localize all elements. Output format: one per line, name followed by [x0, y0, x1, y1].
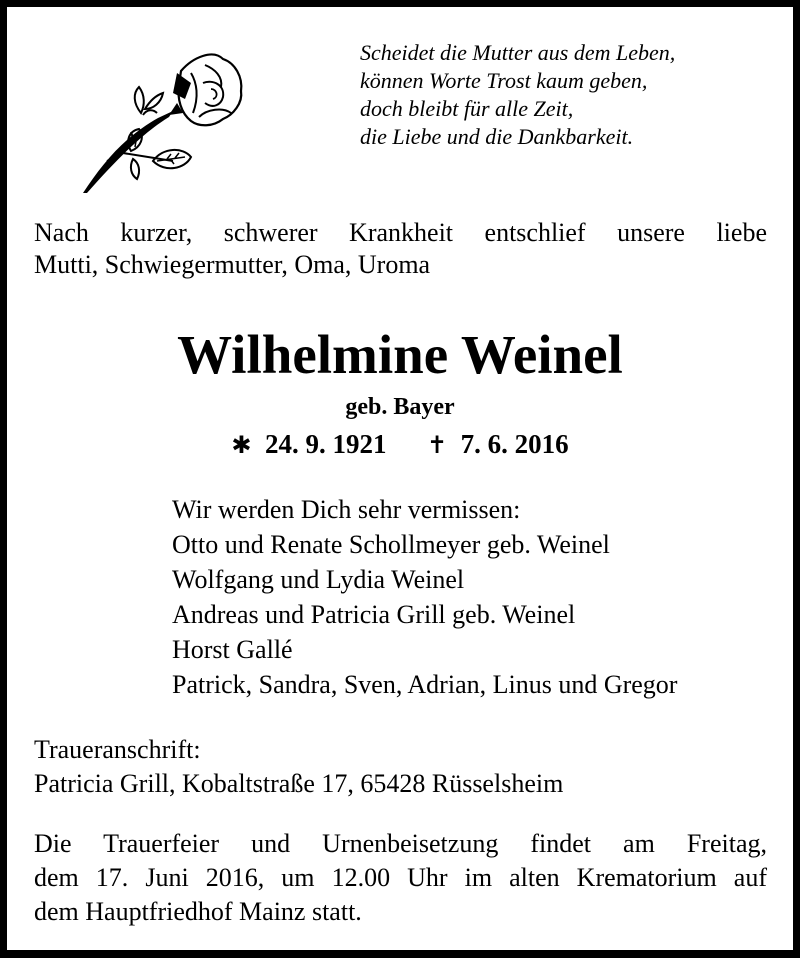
ceremony-line: dem Hauptfriedhof Mainz statt.: [34, 897, 362, 926]
family-heading: Wir werden Dich sehr vermissen:: [172, 495, 521, 524]
intro-line: Nach kurzer, schwerer Krankheit entschlief unsere liebe: [34, 218, 767, 247]
intro-line: Mutti, Schwiegermutter, Oma, Uroma: [34, 250, 431, 279]
intro-text: [34, 217, 767, 281]
death-date: 7. 6. 2016: [460, 429, 569, 459]
family-member: Patrick, Sandra, Sven, Adrian, Linus und Gregor: [172, 670, 678, 699]
poem-line: können Worte Trost kaum geben,: [360, 68, 648, 93]
family-list: [172, 492, 677, 702]
poem: [360, 39, 780, 151]
poem-line: Scheidet die Mutter aus dem Leben,: [360, 40, 676, 65]
family-member: Andreas und Patricia Grill geb. Weinel: [172, 600, 576, 629]
address-value: Patricia Grill, Kobaltstraße 17, 65428 Rüsselsheim: [34, 769, 564, 798]
ceremony-line: dem 17. Juni 2016, um 12.00 Uhr im alten Krematorium auf: [34, 863, 767, 892]
poem-line: doch bleibt für alle Zeit,: [360, 96, 574, 121]
mourning-address: [34, 733, 563, 801]
ceremony-line: Die Trauerfeier und Urnenbeisetzung findet am Freitag,: [34, 829, 767, 858]
rose-icon: [73, 43, 253, 203]
obituary-notice: [7, 7, 793, 950]
birth-date: 24. 9. 1921: [265, 429, 387, 459]
birth-star-icon: ✱: [231, 431, 252, 459]
deceased-name: Wilhelmine Weinel: [177, 324, 623, 385]
family-member: Otto und Renate Schollmeyer geb. Weinel: [172, 530, 610, 559]
poem-line: die Liebe und die Dankbarkeit.: [360, 124, 634, 149]
family-member: Wolfgang und Lydia Weinel: [172, 565, 465, 594]
life-dates: [7, 427, 793, 462]
death-cross-icon: ✝: [427, 431, 448, 459]
ceremony-info: [34, 827, 767, 929]
address-label: Traueranschrift:: [34, 735, 201, 764]
maiden-name: geb. Bayer: [345, 394, 455, 420]
family-member: Horst Gallé: [172, 635, 293, 664]
